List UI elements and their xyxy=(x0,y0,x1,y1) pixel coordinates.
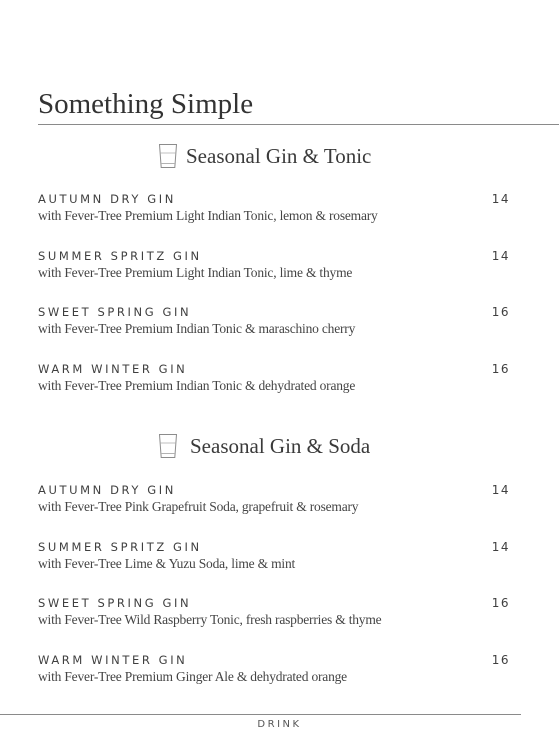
menu-item xyxy=(38,249,510,283)
item-price: 16 xyxy=(491,305,510,319)
menu-item xyxy=(38,305,510,339)
footer-label: DRINK xyxy=(257,719,302,730)
page-title: Something Simple xyxy=(38,88,254,120)
glass-icon xyxy=(158,143,178,169)
title-divider xyxy=(38,124,559,125)
item-price: 16 xyxy=(491,362,510,376)
menu-item xyxy=(38,192,510,226)
item-description: with Fever-Tree Premium Indian Tonic & maraschino cherry xyxy=(38,321,356,336)
section-title: Seasonal Gin & Soda xyxy=(190,434,371,458)
item-name: SUMMER SPRITZ GIN xyxy=(38,249,202,263)
item-description: with Fever-Tree Wild Raspberry Tonic, fresh raspberries & thyme xyxy=(38,612,382,627)
item-description: with Fever-Tree Lime & Yuzu Soda, lime & mint xyxy=(38,556,296,571)
menu-item xyxy=(38,362,510,396)
menu-item xyxy=(38,540,510,574)
item-price: 14 xyxy=(491,192,510,206)
item-name: SWEET SPRING GIN xyxy=(38,596,192,610)
item-price: 16 xyxy=(491,596,510,610)
item-name: AUTUMN DRY GIN xyxy=(38,483,177,497)
menu-item xyxy=(38,653,510,687)
item-price: 14 xyxy=(491,483,510,497)
item-name: AUTUMN DRY GIN xyxy=(38,192,177,206)
section-heading-gin-soda xyxy=(158,429,370,463)
item-description: with Fever-Tree Premium Light Indian Tonic, lemon & rosemary xyxy=(38,208,378,223)
item-price: 14 xyxy=(491,540,510,554)
item-name: SUMMER SPRITZ GIN xyxy=(38,540,202,554)
item-description: with Fever-Tree Premium Light Indian Tonic, lime & thyme xyxy=(38,265,353,280)
section-heading-gin-tonic xyxy=(158,139,371,173)
item-name: SWEET SPRING GIN xyxy=(38,305,192,319)
item-price: 16 xyxy=(491,653,510,667)
item-price: 14 xyxy=(491,249,510,263)
item-description: with Fever-Tree Pink Grapefruit Soda, grapefruit & rosemary xyxy=(38,499,359,514)
section-title: Seasonal Gin & Tonic xyxy=(186,144,372,168)
item-description: with Fever-Tree Premium Ginger Ale & dehydrated orange xyxy=(38,669,347,684)
menu-item xyxy=(38,596,510,630)
menu-item xyxy=(38,483,510,517)
footer-divider xyxy=(0,714,521,715)
item-name: WARM WINTER GIN xyxy=(38,653,188,667)
item-description: with Fever-Tree Premium Indian Tonic & dehydrated orange xyxy=(38,378,356,393)
glass-icon xyxy=(158,433,178,459)
item-name: WARM WINTER GIN xyxy=(38,362,188,376)
